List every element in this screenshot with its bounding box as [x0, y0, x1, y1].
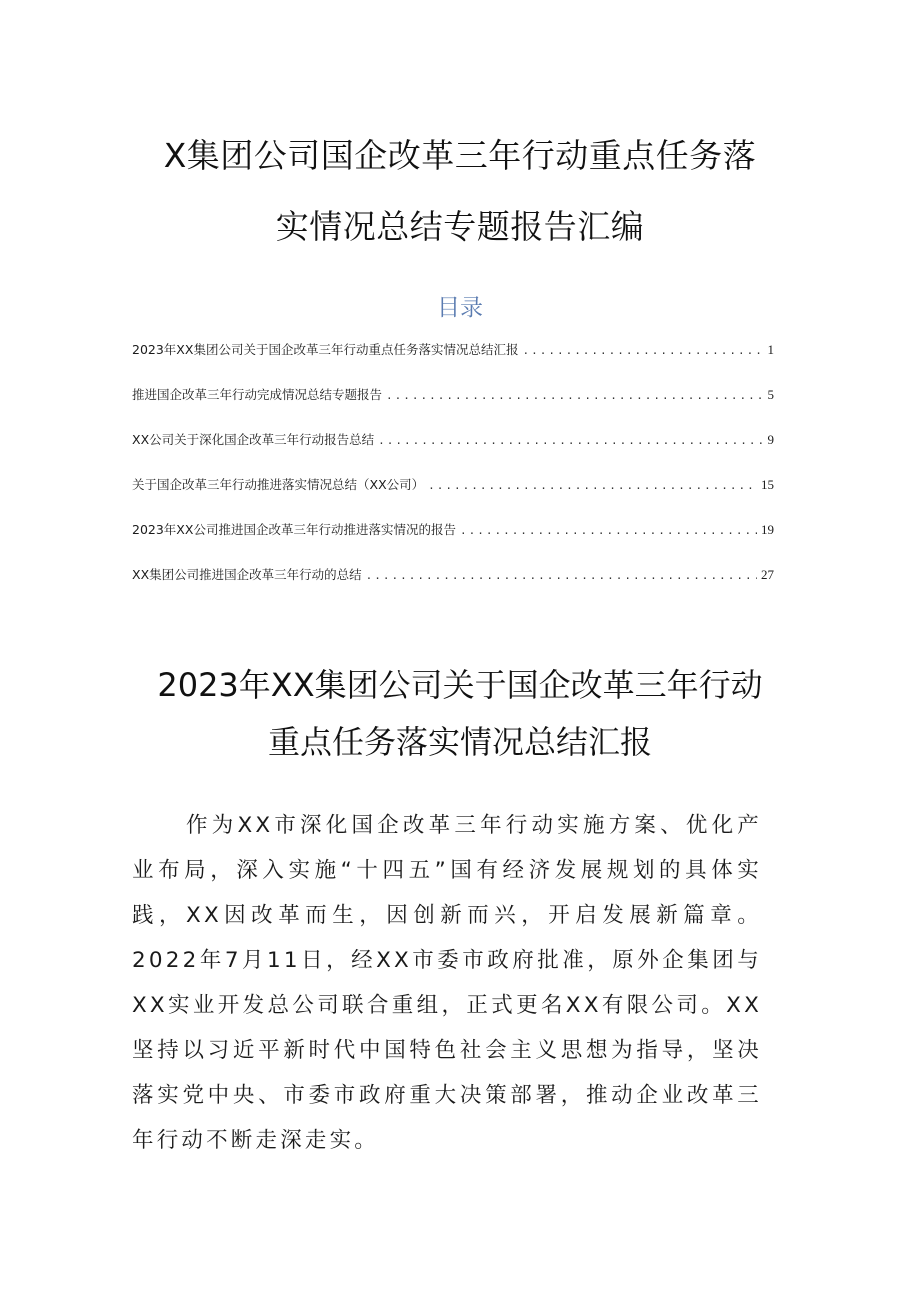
section-title-line-1: 2023年XX集团公司关于国企改革三年行动: [157, 666, 763, 704]
toc-dot-leader: [460, 516, 757, 546]
toc-entry-page: 15: [761, 477, 774, 492]
toc-dot-leader: [522, 336, 763, 366]
toc-entry-title: 关于国企改革三年行动推进落实情况总结（XX公司）: [132, 477, 425, 492]
toc-entry[interactable]: [132, 470, 774, 515]
toc-entry-title: 推进国企改革三年行动完成情况总结专题报告: [132, 387, 383, 402]
toc-dot-leader: [386, 381, 763, 411]
toc-entry-page: 9: [767, 432, 774, 447]
toc-entry[interactable]: [132, 515, 774, 560]
document-title-line-2: 实情况总结专题报告汇编: [275, 207, 645, 246]
toc-entry[interactable]: [132, 425, 774, 470]
toc-entry-title: XX公司关于深化国企改革三年行动报告总结: [132, 432, 375, 447]
toc-entry-title: 2023年XX集团公司关于国企改革三年行动重点任务落实情况总结汇报: [132, 342, 519, 357]
toc-entry-page: 5: [767, 387, 774, 402]
toc-entry[interactable]: [132, 335, 774, 380]
section-title-line-2: 重点任务落实情况总结汇报: [267, 723, 652, 761]
toc-heading: 目录: [437, 295, 483, 321]
toc-entry[interactable]: [132, 560, 774, 605]
toc-dot-leader: [366, 561, 757, 591]
toc-entry-page: 19: [761, 522, 774, 537]
document-title-line-1: X集团公司国企改革三年行动重点任务落: [163, 136, 757, 175]
toc-entry-title: XX集团公司推进国企改革三年行动的总结: [132, 567, 362, 582]
body-paragraph: 作为XX市深化国企改革三年行动实施方案、优化产业布局，深入实施“十四五”国有经济发展规划的具体实践，XX因改革而生，因创新而兴，开启发展新篇章。2022年7月11日，经XX市委市政府批准，原外企集团与XX实业开发总公司联合重组，正式更名XX有限公司。XX坚持以习近平新时代中国特色社会主义思想为指导，坚决落实党中央、市委市政府重大决策部署，推动企业改革三年行动不断走深走实。: [132, 813, 762, 1153]
toc-entry[interactable]: [132, 380, 774, 425]
toc-dot-leader: [428, 471, 757, 501]
toc-entry-page: 27: [761, 567, 774, 582]
toc-dot-leader: [378, 426, 763, 456]
toc-entry-title: 2023年XX公司推进国企改革三年行动推进落实情况的报告: [132, 522, 456, 537]
table-of-contents: [132, 335, 774, 605]
toc-entry-page: 1: [767, 342, 774, 357]
